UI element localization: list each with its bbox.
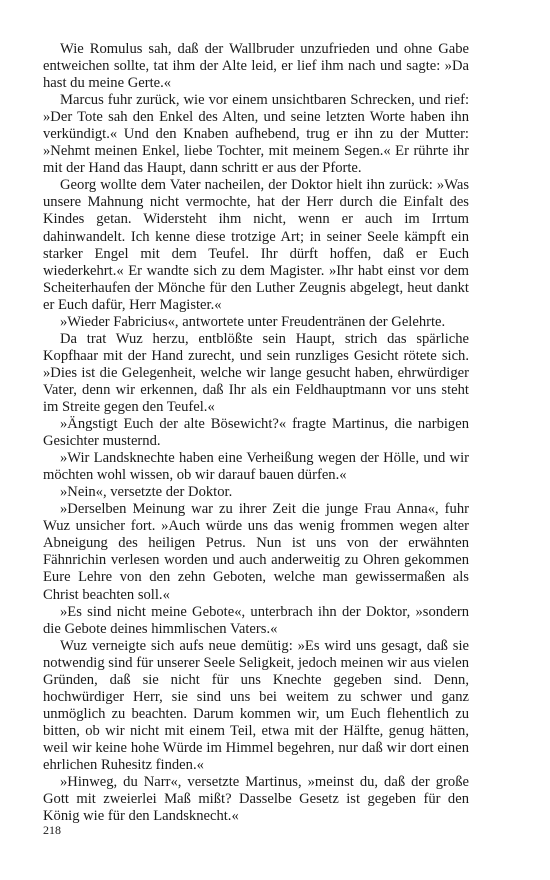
paragraph: »Nein«, versetzte der Doktor. bbox=[60, 484, 233, 501]
page-number: 218 bbox=[43, 823, 61, 837]
paragraph: »Wieder Fabricius«, antwortete unter Freudentränen der Gelehrte. bbox=[60, 313, 446, 330]
paragraph: »Hinweg, du Narr«, versetzte Martinus, »meinst du, daß der große Gott mit zweierlei Maß mißt? Dasselbe Gesetz ist gegeben für den König wie für den Landsknecht.« bbox=[43, 774, 469, 825]
paragraph: »Es sind nicht meine Gebote«, unterbrach ihn der Doktor, »sondern die Gebote deines himmlischen Vaters.« bbox=[43, 603, 469, 637]
paragraph: »Derselben Meinung war zu ihrer Zeit die junge Frau Anna«, fuhr Wuz unsicher fort. »Auch würde uns das wenig frommen wegen alter Abneigung des heiligen Petrus. Nun ist uns von der erwähnten Fähnrichin verlesen worden und auch anderweitig zu Ohren gekommen Eure Lehre von den zehn Geboten, welche man gewissermaßen als Christ beachten soll.« bbox=[43, 501, 469, 603]
paragraph: »Wir Landsknechte haben eine Verheißung wegen der Hölle, und wir möchten wohl wissen, ob wir darauf bauen dürfen.« bbox=[43, 450, 469, 484]
paragraph: Marcus fuhr zurück, wie vor einem unsichtbaren Schrecken, und rief: »Der Tote sah den Enkel des Alten, und seine letzten Worte haben ihn verkündigt.« Und den Knaben aufhebend, trug er ihn zu der Mutter: »Nehmt meinen Enkel, liebe Tochter, mit meinem Segen.« Er rührte ihr mit der Hand das Haupt, dann schritt er aus der Pforte. bbox=[43, 92, 469, 177]
paragraph: Wie Romulus sah, daß der Wallbruder unzufrieden und ohne Gabe entweichen sollte, tat ihm der Alte leid, er lief ihm nach und sagte: »Da hast du meine Gerte.« bbox=[43, 41, 469, 92]
page-body bbox=[43, 41, 469, 825]
paragraph: »Ängstigt Euch der alte Bösewicht?« fragte Martinus, die narbigen Gesichter musternd. bbox=[43, 416, 469, 450]
paragraph: Wuz verneigte sich aufs neue demütig: »Es wird uns gesagt, daß sie notwendig sind für unserer Seele Seligkeit, jedoch meinen wir aus vielen Gründen, daß sie nicht für uns Knechte gegeben sind. Denn, hochwürdiger Herr, sie sind uns bei weitem zu schwer und ganz unmöglich zu beachten. Darum kommen wir, um Euch flehentlich zu bitten, ob wir nicht mit einem Teil, etwa mit der Hälfte, genug hätten, weil wir keine hohe Würde im Himmel begehren, nur daß wir dort einen ehrlichen Ruhesitz finden.« bbox=[43, 637, 469, 773]
paragraph: Da trat Wuz herzu, entblößte sein Haupt, strich das spärliche Kopfhaar mit der Hand zurecht, und sein runzliges Gesicht rötete sich. »Dies ist die Gelegenheit, welche wir lange gesucht haben, ehrwürdiger Vater, denn wir erkennen, daß Ihr als ein Feldhauptmann vor uns steht im Streite gegen den Teufel.« bbox=[43, 330, 469, 415]
paragraph: Georg wollte dem Vater nacheilen, der Doktor hielt ihn zurück: »Was unsere Mahnung nicht vermochte, hat der Herr durch die Einfalt des Kindes getan. Widersteht ihm nicht, wenn er auch im Irrtum dahinwandelt. Ich kenne diese trotzige Art; in seiner Seele kämpft ein starker Engel mit dem Teufel. Ihr dürft hoffen, daß er Euch wiederkehrt.« Er wandte sich zu dem Magister. »Ihr habt einst vor dem Scheiterhaufen der Mönche für den Luther Zeugnis abgelegt, heut dankt er Euch dafür, Herr Magister.« bbox=[43, 177, 469, 313]
